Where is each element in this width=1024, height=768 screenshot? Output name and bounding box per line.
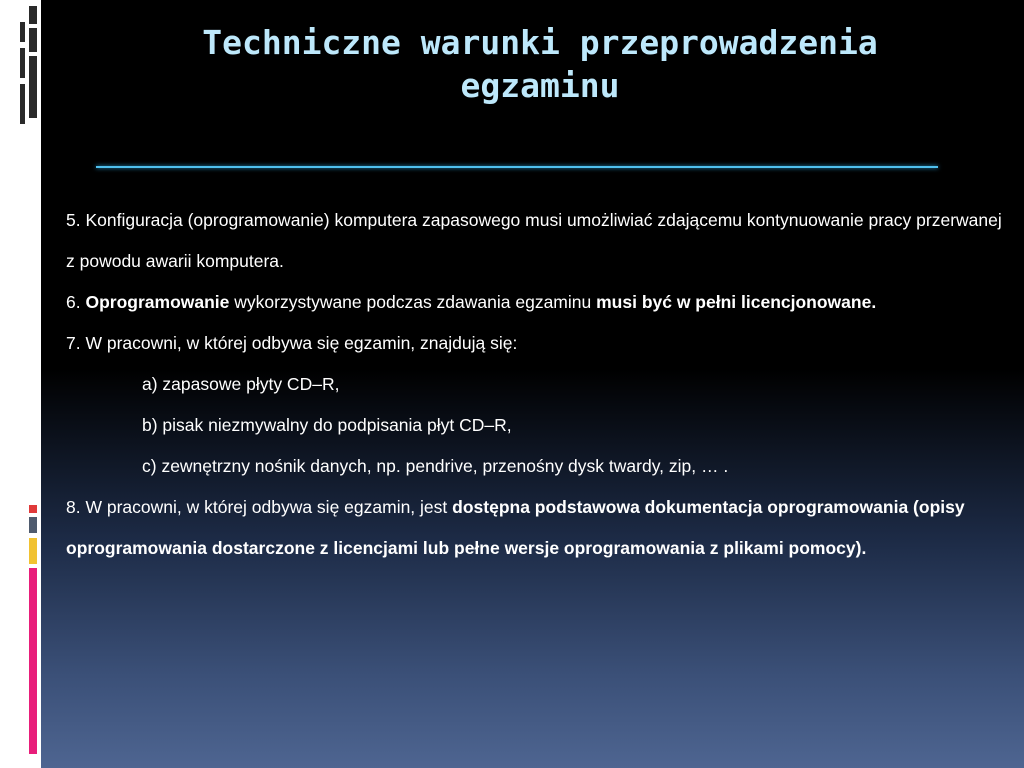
strip-accent-gray — [29, 517, 37, 533]
strip-accent-yellow — [29, 538, 37, 564]
item-6-bold-2: musi być w pełni licencjonowane. — [596, 292, 877, 312]
strip-accent-pink — [29, 568, 37, 754]
strip-accent-dark — [29, 6, 37, 24]
slide-body — [66, 200, 1011, 569]
item-6-text: wykorzystywane podczas zdawania egzaminu — [229, 292, 597, 312]
item-7: 7. W pracowni, w której odbywa się egzamin, znajdują się: — [66, 333, 518, 353]
item-5: 5. Konfiguracja (oprogramowanie) komputera zapasowego musi umożliwiać zdającemu kontynuowanie pracy przerwanej z powodu awarii komputera. — [66, 210, 1002, 271]
item-7-b: b) pisak niezmywalny do podpisania płyt CD–R, — [142, 415, 512, 435]
item-7-c: c) zewnętrzny nośnik danych, np. pendrive, przenośny dysk twardy, zip, … . — [142, 456, 729, 476]
item-8 — [66, 487, 1011, 569]
item-6-prefix: 6. — [66, 292, 86, 312]
strip-accent-red — [29, 505, 37, 513]
strip-accent-dark — [29, 56, 37, 118]
item-8-prefix: 8. W pracowni, w której odbywa się egzamin, jest — [66, 497, 453, 517]
strip-accent-thin — [20, 48, 25, 78]
title-underline — [96, 166, 938, 168]
item-6 — [66, 282, 1011, 323]
item-8-bold: dostępna podstawowa dokumentacja oprogramowania (opisy oprogramowania dostarczone z licencjami lub pełne wersje oprogramowania z plikami pomocy). — [66, 497, 965, 558]
item-7-a: a) zapasowe płyty CD–R, — [142, 374, 340, 394]
strip-accent-thin — [20, 84, 25, 124]
slide-title: Techniczne warunki przeprowadzenia egzaminu — [202, 23, 878, 105]
item-6-bold-1: Oprogramowanie — [85, 292, 230, 312]
strip-accent-dark — [29, 28, 37, 52]
strip-accent-thin — [20, 22, 25, 42]
